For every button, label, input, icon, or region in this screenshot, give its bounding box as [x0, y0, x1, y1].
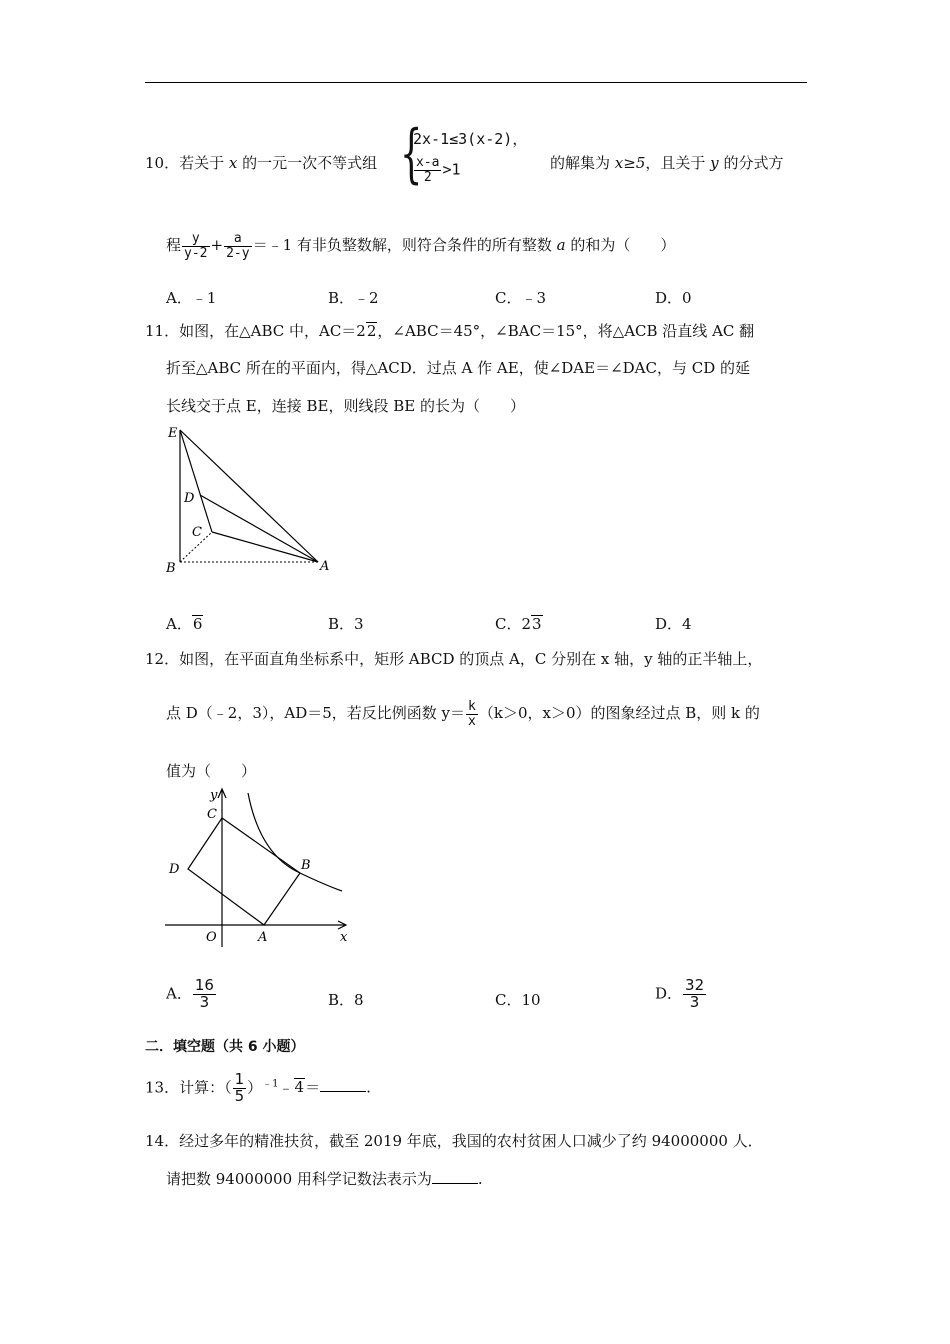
q13-fraction: $\frac{1}{5}$: [234, 1070, 245, 1105]
label-C: C: [192, 525, 202, 540]
header-rule: [145, 82, 807, 83]
label-O: O: [206, 930, 217, 945]
label-x: x: [340, 930, 348, 945]
q10-line2: 程 $\frac{y}{y-2}$ + $\frac{a}{2-y}$ ＝﹣1 有非负整数解，则符合条件的所有整数 a 的和为（ ）: [166, 231, 676, 261]
q12-k-over-x: $\frac{k}{x}$: [468, 699, 476, 729]
label-B: B: [166, 561, 176, 576]
q13-answer-blank[interactable]: [320, 1079, 366, 1092]
q11-option-a: A．6: [166, 615, 203, 633]
brace-icon: {: [400, 117, 423, 191]
label-C: C: [207, 807, 217, 822]
q13-sqrt: 4: [294, 1078, 305, 1097]
q13-line: 13．计算：（ $\frac{1}{5}$ ）$^{﹣1}$﹣4＝ .: [145, 1070, 371, 1105]
q10-line1: 10．若关于 x 的一元一次不等式组: [145, 154, 378, 172]
label-B: B: [301, 858, 311, 873]
q12-line2: 点 D（﹣2，3），AD＝5，若反比例函数 y＝ $\frac{k}{x}$ （k＞0，x＞0）的图象经过点 B，则 k 的: [166, 699, 760, 729]
q11-line2: 折至△ABC 所在的平面内，得△ACD．过点 A 作 AE，使∠DAE＝∠DAC，与 CD 的延: [166, 359, 751, 377]
q10-option-a: A．﹣1: [166, 289, 217, 307]
q10-fraction-2: $\frac{a}{2-y}$: [226, 231, 250, 261]
q11-figure: [160, 420, 340, 580]
q11-option-d: D．4: [655, 615, 692, 633]
q14-line1: 14．经过多年的精准扶贫，截至 2019 年底，我国的农村贫困人口减少了约 94000000 人．: [145, 1132, 763, 1150]
q11-option-c: C．23: [495, 615, 542, 633]
label-A: A: [258, 930, 268, 945]
q12-option-b: B．8: [328, 991, 364, 1009]
q12-option-d: D． $\frac{32}{3}$: [655, 976, 705, 1011]
q12-option-c: C．10: [495, 991, 541, 1009]
section-title: 二．填空题（共 6 小题）: [145, 1039, 305, 1055]
label-y: y: [210, 788, 218, 803]
q10-inequality-system: [400, 117, 550, 202]
q10-line1-rest: 的解集为 x≥5，且关于 y 的分式方: [550, 154, 784, 172]
hyperbola-curve: [248, 793, 342, 891]
label-D: D: [184, 491, 195, 506]
q10-option-d: D．0: [655, 289, 692, 307]
q10-option-c: C．﹣3: [495, 289, 547, 307]
q10-option-b: B．﹣2: [328, 289, 379, 307]
label-E: E: [168, 426, 178, 441]
q12-line1: 12．如图，在平面直角坐标系中，矩形 ABCD 的顶点 A，C 分别在 x 轴，y 轴的正半轴上，: [145, 650, 763, 668]
q12-option-a: A． $\frac{16}{3}$: [166, 976, 214, 1011]
q12-line3: 值为（ ）: [166, 762, 257, 780]
q14-answer-blank[interactable]: [432, 1171, 478, 1184]
label-D: D: [169, 862, 180, 877]
rectangle-ABCD: [188, 818, 300, 925]
q12-figure: [160, 785, 360, 950]
q11-line3: 长线交于点 E，连接 BE，则线段 BE 的长为（ ）: [166, 397, 525, 415]
q11-option-b: B．3: [328, 615, 364, 633]
q10-number: 10．: [145, 154, 180, 172]
q10-inequality-2: $\frac{x-a}{2}$ >1: [416, 155, 461, 185]
q11-sqrt: 2: [366, 322, 377, 340]
q10-fraction-1: $\frac{y}{y-2}$: [184, 231, 208, 261]
q14-line2: 请把数 94000000 用科学记数法表示为 .: [166, 1170, 483, 1188]
q10-inequality-1: 2x-1≤3(x-2)，: [413, 130, 528, 148]
q11-line1: 11．如图，在△ABC 中，AC＝22，∠ABC＝45°，∠BAC＝15°，将△ACB 沿直线 AC 翻: [145, 322, 755, 340]
label-A: A: [320, 559, 330, 574]
